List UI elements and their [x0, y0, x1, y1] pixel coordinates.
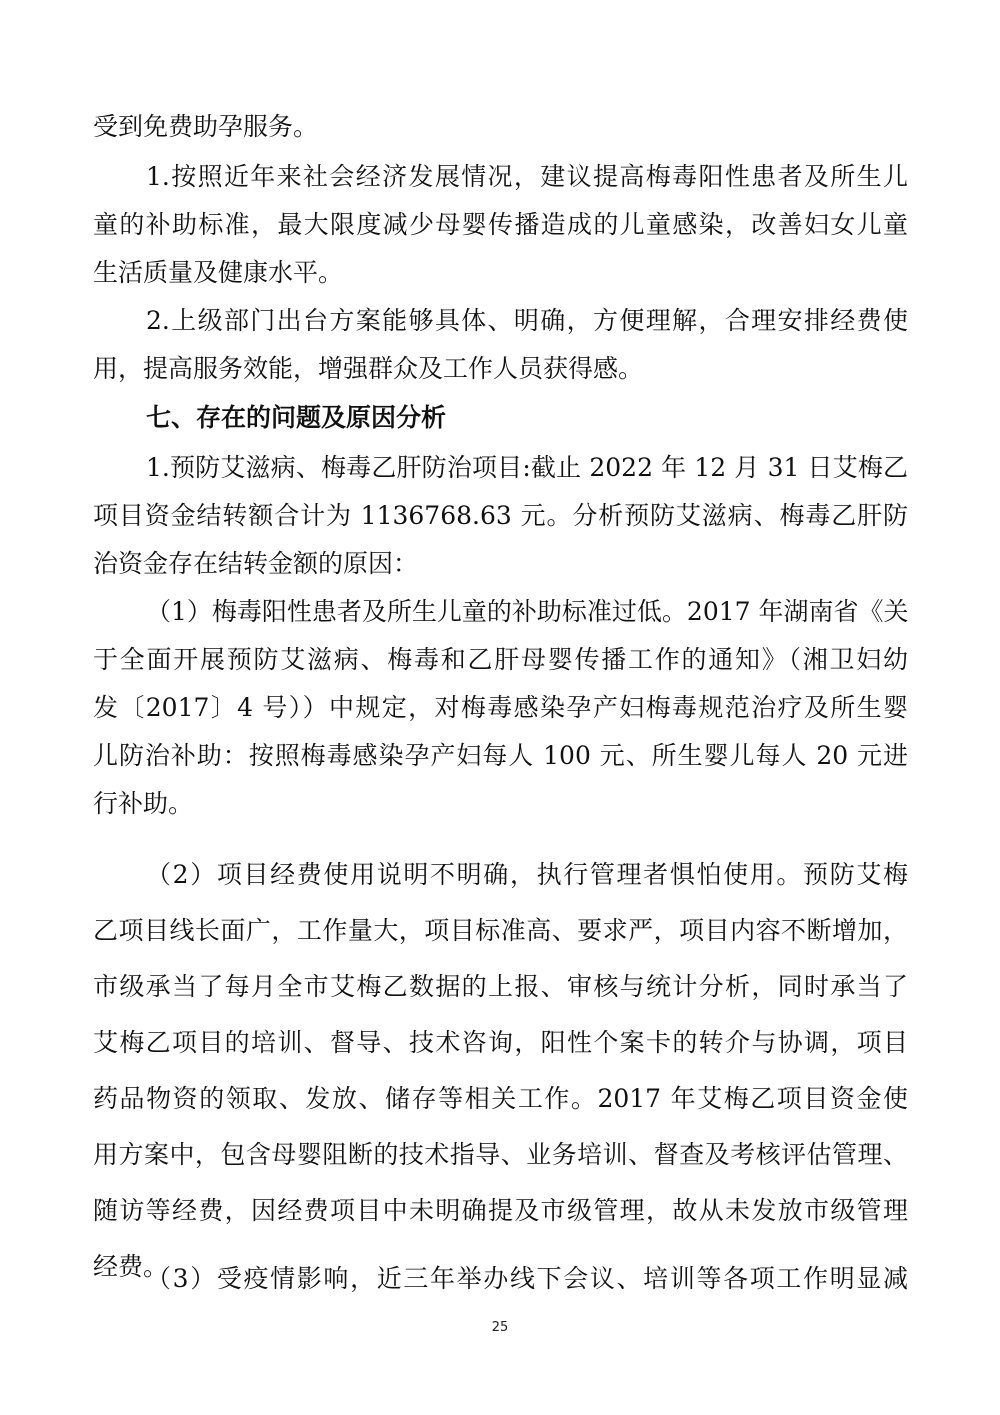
- paragraph-5-line: 艾梅乙项目的培训、督导、技术咨询，阳性个案卡的转介与协调，项目: [93, 1028, 908, 1057]
- paragraph-3-line: 1.预防艾滋病、梅毒乙肝防治项目:截止 2022 年 12 月 31 日艾梅乙: [146, 453, 908, 482]
- paragraph-1-line: 生活质量及健康水平。: [93, 258, 344, 287]
- paragraph-4-line: 发〔2017〕4 号））中规定，对梅毒感染孕产妇梅毒规范治疗及所生婴: [93, 693, 908, 722]
- paragraph-5-line: 市级承当了每月全市艾梅乙数据的上报、审核与统计分析，同时承当了: [93, 972, 908, 1001]
- paragraph-5-line: 经费。: [93, 1252, 169, 1281]
- paragraph-1-line: 童的补助标准，最大限度减少母婴传播造成的儿童感染，改善妇女儿童: [93, 210, 908, 239]
- paragraph-2-line: 用，提高服务效能，增强群众及工作人员获得感。: [93, 354, 644, 383]
- text-line: 受到免费助孕服务。: [93, 112, 319, 141]
- paragraph-5-line: 用方案中，包含母婴阻断的技术指导、业务培训、督查及考核评估管理、: [93, 1140, 908, 1169]
- paragraph-5-line: 乙项目线长面广，工作量大，项目标准高、要求严，项目内容不断增加，: [93, 916, 908, 945]
- paragraph-4-line: 行补助。: [93, 789, 194, 818]
- paragraph-3-line: 治资金存在结转金额的原因：: [93, 549, 419, 578]
- paragraph-1-line: 1.按照近年来社会经济发展情况，建议提高梅毒阳性患者及所生儿: [146, 162, 908, 191]
- page-number: 25: [491, 1320, 509, 1335]
- section-heading: 七、存在的问题及原因分析: [146, 403, 447, 432]
- paragraph-2-line: 2.上级部门出台方案能够具体、明确，方便理解，合理安排经费使: [146, 306, 908, 335]
- paragraph-4-line: （1）梅毒阳性患者及所生儿童的补助标准过低。2017 年湖南省《关: [146, 597, 909, 626]
- paragraph-5-line: 药品物资的领取、发放、储存等相关工作。2017 年艾梅乙项目资金使: [93, 1084, 908, 1113]
- paragraph-3-line: 项目资金结转额合计为 1136768.63 元。分析预防艾滋病、梅毒乙肝防: [93, 501, 908, 530]
- paragraph-4-line: 儿防治补助：按照梅毒感染孕产妇每人 100 元、所生婴儿每人 20 元进: [93, 741, 908, 770]
- paragraph-6-line: （3）受疫情影响，近三年举办线下会议、培训等各项工作明显减: [146, 1264, 908, 1293]
- paragraph-5-line: 随访等经费，因经费项目中未明确提及市级管理，故从未发放市级管理: [93, 1196, 908, 1225]
- paragraph-4-line: 于全面开展预防艾滋病、梅毒和乙肝母婴传播工作的通知》（湘卫妇幼: [93, 645, 908, 674]
- paragraph-5-line: （2）项目经费使用说明不明确，执行管理者惧怕使用。预防艾梅: [146, 860, 908, 889]
